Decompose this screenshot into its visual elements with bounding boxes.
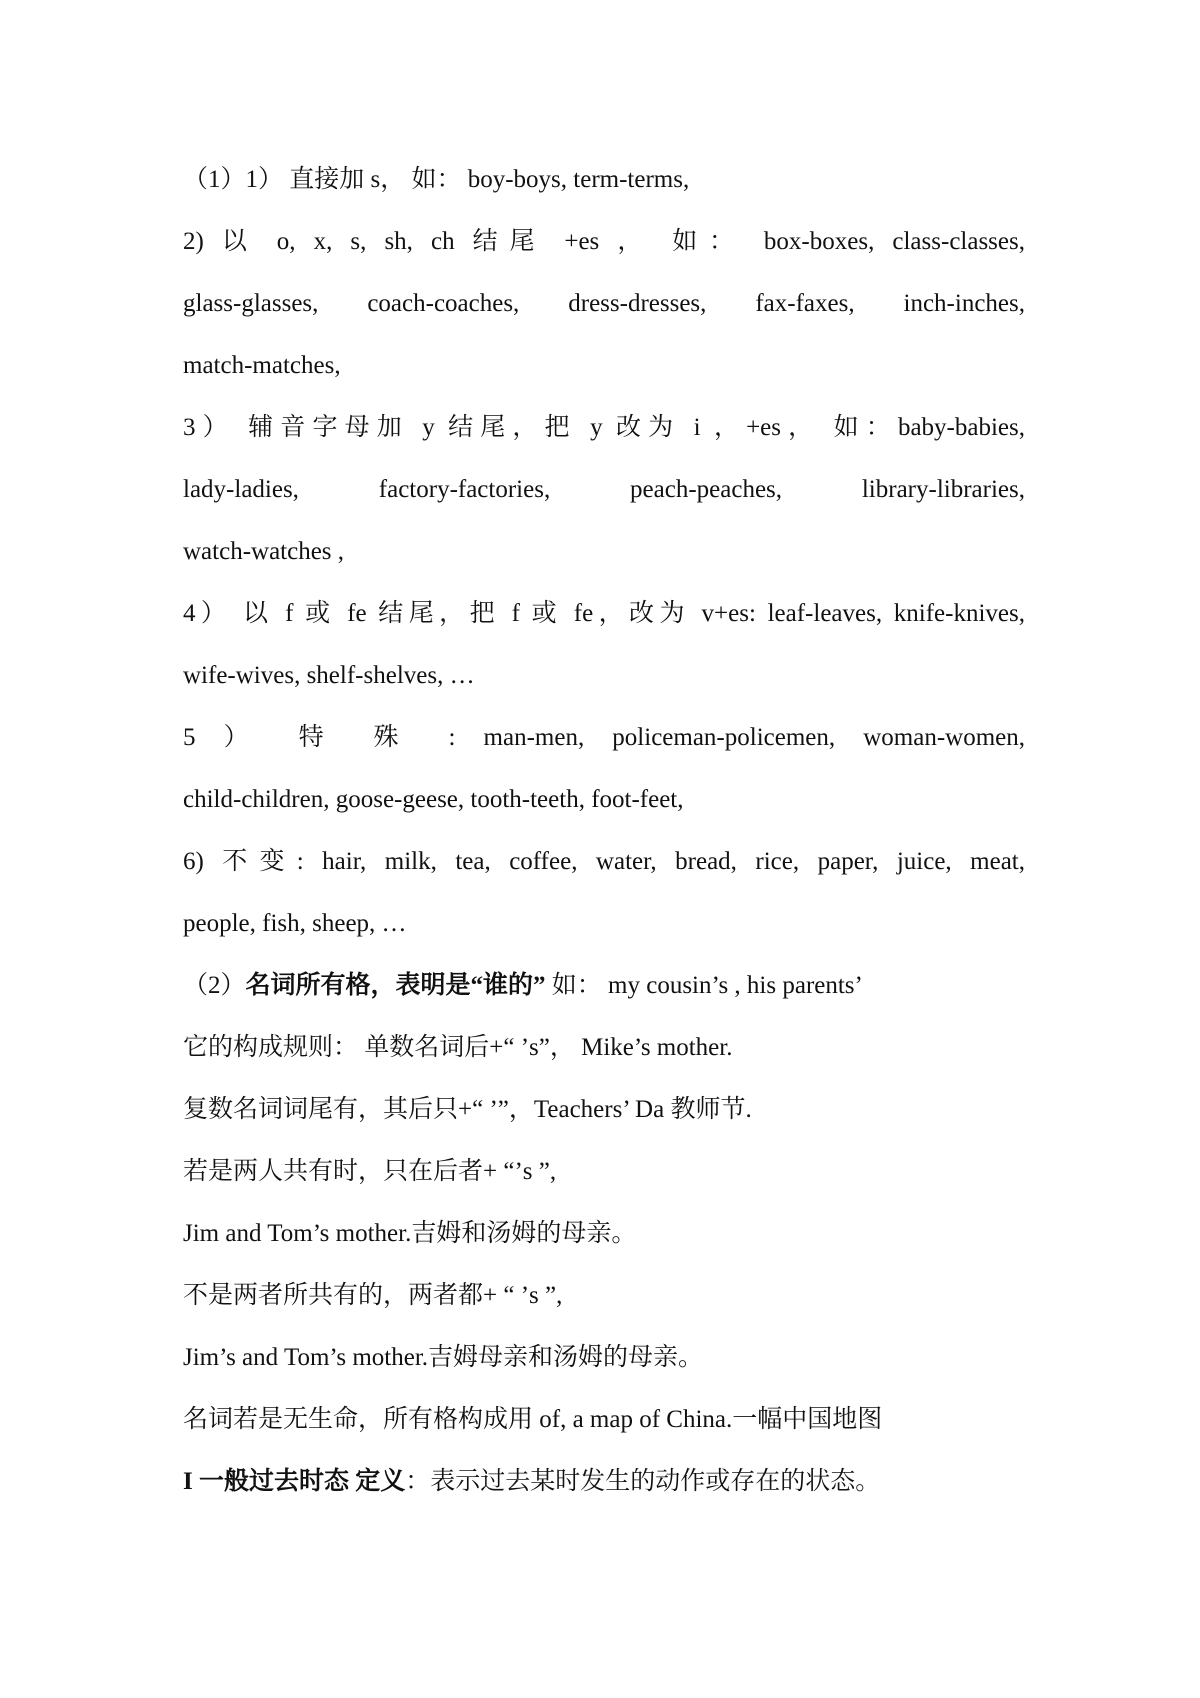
past-tense-heading-rest: ：表示过去某时发生的动作或存在的状态。 bbox=[405, 1468, 881, 1495]
possessive-example-shared: Jim and Tom’s mother.吉姆和汤姆的母亲。 bbox=[183, 1220, 637, 1247]
rule-2-examples-end-line: match-matches, bbox=[183, 352, 341, 379]
possessive-rule-singular: 它的构成规则： 单数名词后+“ ’s”， Mike’s mother. bbox=[183, 1034, 733, 1061]
rule-5-examples-end-line: child-children, goose-geese, tooth-teeth, foot-feet, bbox=[183, 786, 684, 813]
possessive-heading-rest: 如： my cousin’s , his parents’ bbox=[545, 972, 863, 999]
rule-3-examples-line: lady-ladies, factory-factories, peach-peaches, library-libraries, bbox=[183, 476, 1025, 503]
rule-3-line: 3） 辅音字母加 y 结尾，把 y 改为 i ，+es， 如：baby-babies, bbox=[183, 414, 1025, 441]
past-tense-heading-line bbox=[183, 1462, 1025, 1502]
rule-5-line: 5 ） 特 殊 : man-men, policeman-policemen, woman-women, bbox=[183, 724, 1025, 751]
rule-4-line: 4） 以 f 或 fe 结尾，把 f 或 fe，改为 v+es: leaf-leaves, knife-knives, bbox=[183, 600, 1025, 627]
rule-1-line: （1）1） 直接加 s， 如： boy-boys, term-terms, bbox=[183, 166, 690, 193]
possessive-heading-line bbox=[183, 966, 1025, 1006]
past-tense-heading-bold: I 一般过去时态 定义 bbox=[183, 1468, 406, 1495]
rule-2-line: 2) 以 o, x, s, sh, ch 结尾 +es ， 如： box-boxes, class-classes, bbox=[183, 228, 1025, 255]
possessive-prefix: （2） bbox=[183, 972, 246, 999]
rule-6-line: 6) 不变: hair, milk, tea, coffee, water, bread, rice, paper, juice, meat, bbox=[183, 848, 1025, 875]
rule-3-examples-end-line: watch-watches , bbox=[183, 538, 345, 565]
rule-2-examples-line: glass-glasses, coach-coaches, dress-dresses, fax-faxes, inch-inches, bbox=[183, 290, 1025, 317]
rule-4-examples-end-line: wife-wives, shelf-shelves, … bbox=[183, 662, 475, 689]
possessive-rule-plural: 复数名词词尾有，其后只+“ ’”，Teachers’ Da 教师节. bbox=[183, 1096, 752, 1123]
possessive-example-separate: Jim’s and Tom’s mother.吉姆母亲和汤姆的母亲。 bbox=[183, 1344, 704, 1371]
possessive-heading-bold: 名词所有格，表明是“谁的” bbox=[245, 972, 546, 999]
possessive-rule-separate: 不是两者所共有的，两者都+ “ ’s ”, bbox=[183, 1282, 563, 1309]
rule-6-examples-end-line: people, fish, sheep, … bbox=[183, 910, 407, 937]
possessive-rule-inanimate: 名词若是无生命，所有格构成用 of, a map of China.一幅中国地图 bbox=[183, 1406, 883, 1433]
possessive-rule-shared: 若是两人共有时，只在后者+ “’s ”, bbox=[183, 1158, 557, 1185]
